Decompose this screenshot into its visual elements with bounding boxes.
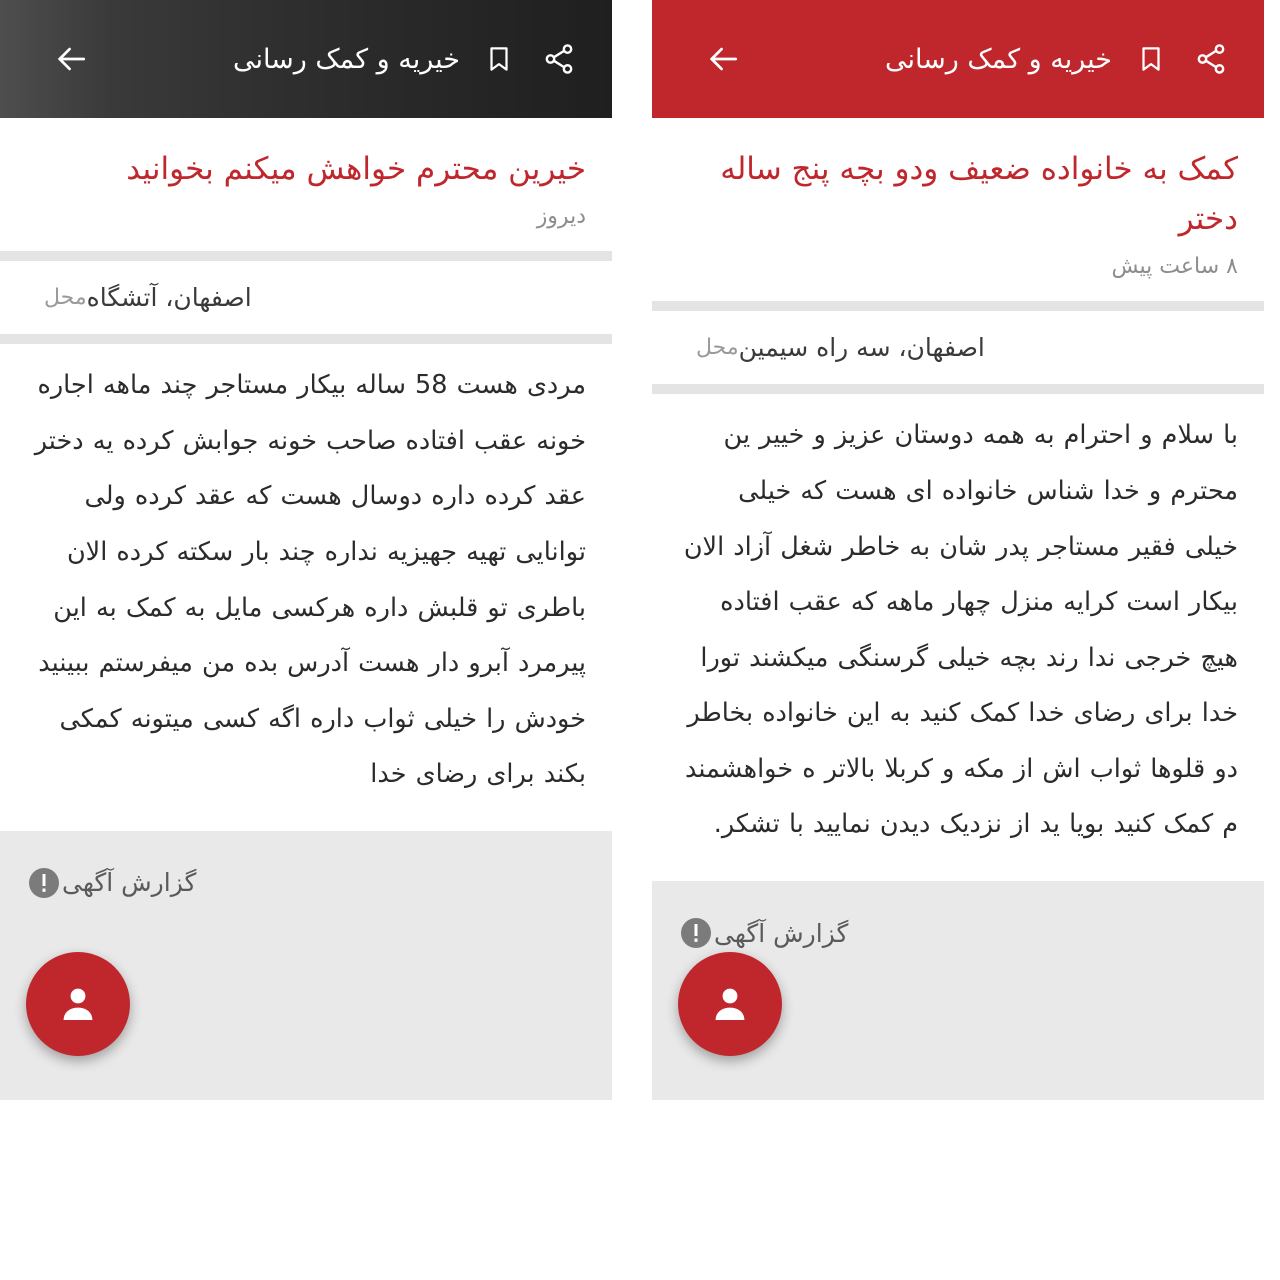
panel-gutter: [612, 0, 652, 1280]
post-title: خیرین محترم خواهش میکنم بخوانید: [126, 151, 586, 187]
post-card-left: [0, 118, 612, 831]
arrow-left-icon[interactable]: [44, 32, 98, 86]
location-row: [0, 261, 612, 334]
post-card-right: [652, 118, 1264, 881]
bookmark-icon[interactable]: [1124, 32, 1178, 86]
report-icon: [26, 865, 62, 901]
post-time: دیروز: [536, 204, 586, 230]
app-bar-right: [652, 0, 1264, 118]
report-label: گزارش آگهی: [62, 868, 197, 898]
divider: [652, 301, 1264, 311]
app-bar-title-right: خیریه و کمک رسانی: [884, 43, 1112, 75]
divider: [652, 384, 1264, 394]
location-row: [652, 311, 1264, 384]
divider: [0, 334, 612, 344]
post-body: مردی هست 58 ساله بیکار مستاجر چند ماهه اجاره خونه عقب افتاده صاحب خونه جوابش کرده یه دختر عقد کرده داره دوسال هست که عقد کرده ولی توانایی تهیه جهیزیه نداره چند بار سکته کرده الان باطری تو قلبش داره هرکسی مایل به کمک به این پیرمرد آبرو دار هست آدرس بده من میفرستم ببینید خودش را خیلی ثواب داره اگه کسی میتونه کمکی بکند برای رضای خدا: [0, 344, 612, 831]
post-title: کمک به خانواده ضعیف ودو بچه پنج ساله دختر: [720, 151, 1238, 238]
app-bar-title-left: خیریه و کمک رسانی: [232, 43, 460, 75]
profile-fab-button[interactable]: [678, 952, 782, 1056]
app-bar-left: [0, 0, 612, 118]
location-value[interactable]: اصفهان، سه راه سیمین: [738, 333, 985, 363]
post-body: با سلام و احترام به همه دوستان عزیز و خییر ین محترم و خدا شناس خانواده ای هست که خیلی خیلی فقیر مستاجر پدر شان به خاطر شغل آزاد الان بیکار است کرایه منزل چهار ماهه که عقب افتاده هیچ خرجی ندا رند بچه خیلی گرسنگی میکشند تورا خدا برای رضای خدا کمک کنید به این خانواده بخاطر دو قلوها ثواب اش از مکه و کربلا بالاتر ه خواهشمند م کمک کنید بویا ید از نزدیک دیدن نمایید با تشکر.: [652, 394, 1264, 881]
report-row[interactable]: [0, 831, 612, 935]
screen-left: [0, 0, 612, 1100]
bookmark-icon[interactable]: [472, 32, 526, 86]
report-icon: [678, 915, 714, 951]
bottom-fill: [0, 1100, 1280, 1280]
location-label: محل: [696, 335, 739, 361]
location-label: محل: [44, 285, 87, 311]
profile-fab-button[interactable]: [26, 952, 130, 1056]
divider: [0, 251, 612, 261]
post-time: ۸ ساعت پیش: [1111, 254, 1238, 280]
share-icon[interactable]: [1184, 32, 1238, 86]
arrow-left-icon[interactable]: [696, 32, 750, 86]
report-label: گزارش آگهی: [714, 918, 849, 948]
location-value[interactable]: اصفهان، آتشگاه: [86, 283, 252, 313]
share-icon[interactable]: [532, 32, 586, 86]
screen-right: [652, 0, 1264, 1100]
